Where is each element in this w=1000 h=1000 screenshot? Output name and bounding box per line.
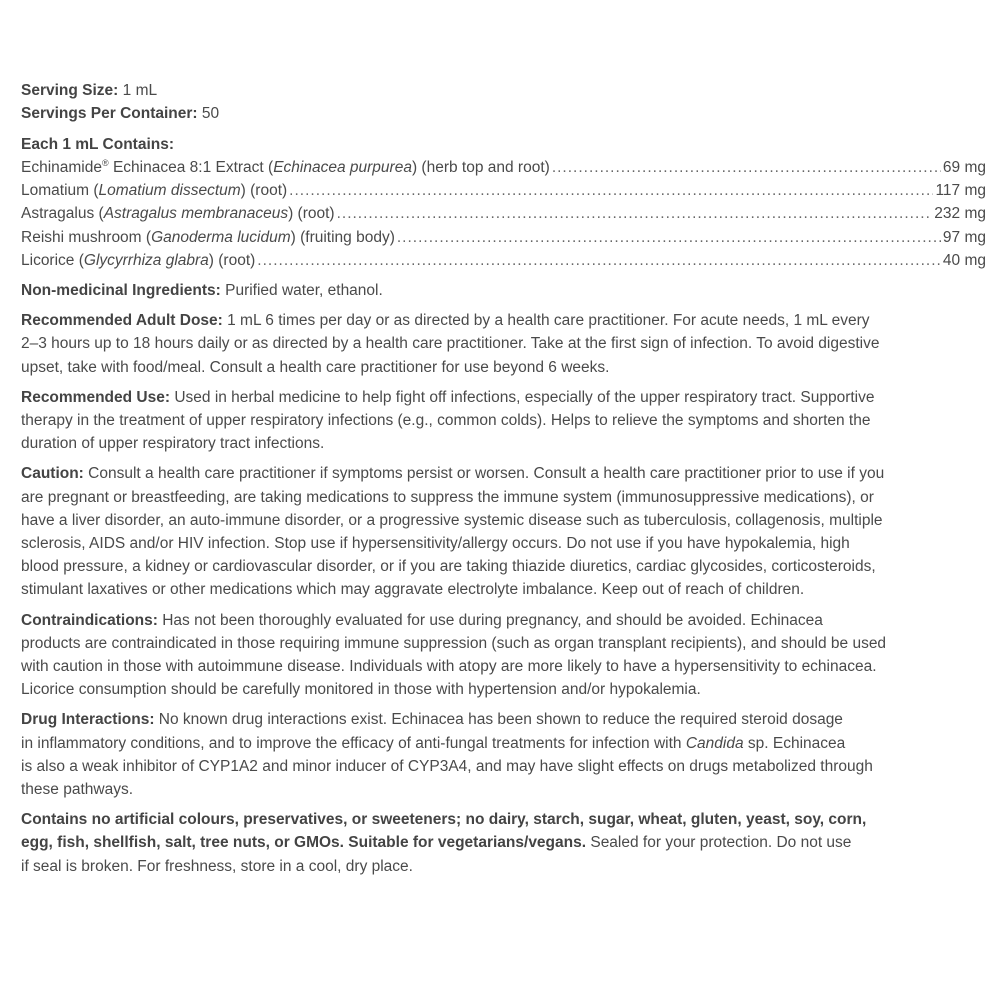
ingredient-row — [21, 226, 986, 249]
ingredient-amount: 97 mg — [942, 228, 986, 246]
drug-interactions: Drug Interactions: No known drug interactions exist. Echinacea has been shown to reduce the required steroid dosage in inflammatory conditions, and to improve the efficacy of anti-fungal treatments for infection with Candida sp. Echinacea is also a weak inhibitor of CYP1A2 and minor inducer of CYP3A4, and may have slight effects on drugs metabolized through these pathways. — [21, 711, 873, 799]
leader-dots — [289, 179, 933, 202]
free-from-statement: Contains no artificial colours, preservatives, or sweeteners; no dairy, starch, sugar, wheat, gluten, yeast, soy, corn, egg, fish, shellfish, salt, tree nuts, or GMOs. Suitable for vegetarians/vegans. Sealed for your protection. Do not use if seal is broken. For freshness, store in a cool, dry place. — [21, 811, 867, 875]
ingredients-list — [21, 156, 986, 272]
recommended-use: Recommended Use: Used in herbal medicine to help fight off infections, especially of the upper respiratory tract. Supportive therapy in the treatment of upper respiratory infections (e.g., common colds). Helps to relieve the symptoms and shorten the duration of upper respiratory tract infections. — [21, 388, 875, 453]
ingredient-amount: 117 mg — [935, 182, 986, 200]
leader-dots — [552, 156, 941, 179]
contains-heading: Each 1 mL Contains: — [21, 136, 175, 153]
caution: Caution: Consult a health care practitioner if symptoms persist or worsen. Consult a health care practitioner prior to use if you are pregnant or breastfeeding, are taking medications to suppress the immune system (immunosuppressive medications), or have a liver disorder, an auto-immune disorder, or a progressive systemic disease such as tuberculosis, collagenosis, multiple sclerosis, AIDS and/or HIV infection. Stop use if hypersensitivity/allergy occurs. Do not use if you have hypokalemia, high blood pressure, a kidney or cardiovascular disorder, or if you are taking thiazide diuretics, cardiac glycosides, corticosteroids, stimulant laxatives or other medications which may aggravate electrolyte imbalance. Keep out of reach of children. — [21, 465, 885, 599]
ingredient-amount: 232 mg — [934, 205, 986, 223]
ingredient-name: Reishi mushroom (Ganoderma lucidum) (fruiting body) — [21, 228, 395, 246]
ingredient-row — [21, 179, 986, 202]
ingredient-name: Lomatium (Lomatium dissectum) (root) — [21, 182, 288, 200]
ingredient-name: Licorice (Glycyrrhiza glabra) (root) — [21, 251, 256, 269]
servings-per-container: Servings Per Container: 50 — [21, 105, 220, 122]
leader-dots — [257, 249, 941, 272]
ingredient-row — [21, 249, 986, 272]
ingredient-row — [21, 156, 986, 179]
nonmedicinal-ingredients: Non-medicinal Ingredients: Purified water, ethanol. — [21, 282, 383, 300]
contraindications: Contraindications: Has not been thoroughly evaluated for use during pregnancy, and should be avoided. Echinacea products are contraindicated in those requiring immune suppression (such as organ transplant recipients), and should be used with caution in those with autoimmune disease. Individuals with atopy are more likely to have a hypersensitivity to echinacea. Licorice consumption should be carefully monitored in those with hypertension and/or hypokalemia. — [21, 611, 887, 699]
ingredient-name: Astragalus (Astragalus membranaceus) (root) — [21, 205, 335, 223]
ingredient-amount: 69 mg — [942, 159, 986, 176]
serving-size: Serving Size: 1 mL — [21, 82, 158, 99]
leader-dots — [337, 202, 933, 225]
ingredient-amount: 40 mg — [942, 251, 986, 269]
ingredient-name: Echinamide® Echinacea 8:1 Extract (Echinacea purpurea) (herb top and root) — [21, 157, 550, 176]
ingredient-row — [21, 202, 986, 225]
recommended-dose: Recommended Adult Dose: 1 mL 6 times per day or as directed by a health care practitioner. For acute needs, 1 mL every 2–3 hours up to 18 hours daily or as directed by a health care practitioner. Take at the first sign of infection. To avoid digestive upset, take with food/meal. Consult a health care practitioner for use beyond 6 weeks. — [21, 312, 880, 376]
leader-dots — [397, 226, 941, 249]
